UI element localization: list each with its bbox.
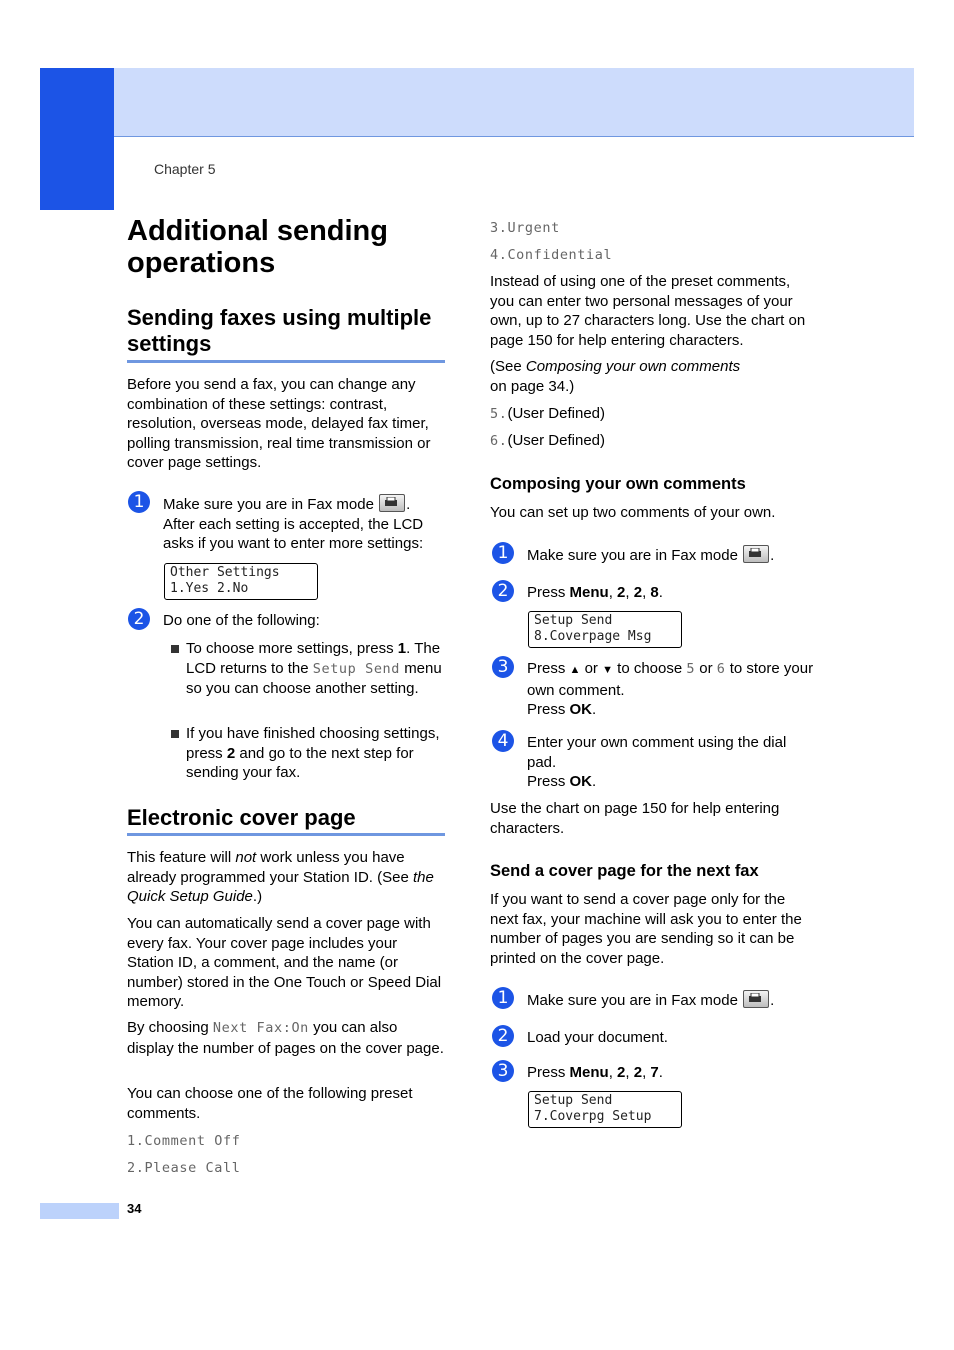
page-number: 34 (127, 1201, 142, 1216)
preset-option: 6.(User Defined) (490, 432, 605, 449)
step-number: 2 (492, 1025, 514, 1047)
bullet-text: To choose more settings, press 1. The LCD returns to the Setup Send menu so you can choose another setting. (186, 640, 442, 697)
paragraph: Use the chart on page 150 for help entering characters. (490, 800, 780, 837)
paragraph: If you want to send a cover page only for the next fax, your machine will ask you to enter the number of pages you are sending so it can be printed on the cover page. (490, 891, 802, 967)
step-text: Press Menu, 2, 2, 8. (527, 584, 663, 601)
paragraph: You can set up two comments of your own. (490, 504, 776, 521)
step-text: Press Menu, 2, 2, 7. (527, 1064, 663, 1081)
header-banner (114, 68, 914, 137)
preset-option: 1.Comment Off (127, 1133, 241, 1149)
step-number: 2 (128, 608, 150, 630)
step-text: Make sure you are in Fax mode . After each setting is accepted, the LCD asks if you want to enter more settings: (163, 496, 424, 552)
step-number: 1 (492, 542, 514, 564)
chapter-tab (40, 68, 114, 210)
step-text: Make sure you are in Fax mode . (527, 547, 775, 564)
section-intro: Before you send a fax, you can change any combination of these settings: contrast, resolution, overseas mode, delayed fax timer, polling transmission, real time transmission or cover page settings. (127, 376, 431, 471)
paragraph: Instead of using one of the preset comments, you can enter two personal messages of your own, up to 27 characters long. Use the chart on page 150 for help entering characters. (490, 273, 806, 349)
bullet-square (171, 730, 179, 738)
subheading-cover-next-fax: Send a cover page for the next fax (490, 862, 759, 880)
step-text: Enter your own comment using the dial pad. Press OK. (527, 734, 787, 790)
step-number: 1 (128, 491, 150, 513)
chapter-label: Chapter 5 (154, 161, 216, 177)
subheading-composing: Composing your own comments (490, 475, 746, 493)
paragraph: You can automatically send a cover page with every fax. Your cover page includes your Station ID, a comment, and the name (or number) stored in the One Touch or Speed Dial memory. (127, 915, 442, 1010)
preset-option: 3.Urgent (490, 220, 560, 236)
step-text: Make sure you are in Fax mode . (527, 992, 775, 1009)
lcd-display: Setup Send 7.Coverpg Setup (528, 1091, 682, 1128)
section-heading-cover-page: Electronic cover page (127, 805, 356, 830)
step-number: 3 (492, 1060, 514, 1082)
preset-option: 2.Please Call (127, 1160, 241, 1176)
step-number: 3 (492, 656, 514, 678)
section-rule (127, 833, 445, 836)
preset-option: 5.(User Defined) (490, 405, 605, 422)
lcd-display: Other Settings 1.Yes 2.No (164, 563, 318, 600)
up-arrow-icon: ▲ (569, 664, 581, 676)
fax-mode-icon (379, 494, 405, 512)
step-number: 1 (492, 987, 514, 1009)
paragraph: This feature will not work unless you have already programmed your Station ID. (See the Quick Setup Guide.) (127, 849, 434, 905)
lcd-display: Setup Send 8.Coverpage Msg (528, 611, 682, 648)
fax-mode-icon (743, 990, 769, 1008)
step-number: 2 (492, 580, 514, 602)
step-number: 4 (492, 730, 514, 752)
footer-bar (40, 1203, 119, 1219)
step-text: Press ▲ or ▼ to choose 5 or 6 to store your own comment. Press OK. (527, 660, 814, 718)
section-rule (127, 360, 445, 363)
paragraph: By choosing Next Fax:On you can also display the number of pages on the cover page. (127, 1019, 444, 1057)
fax-mode-icon (743, 545, 769, 563)
paragraph: (See Composing your own comments on page 34.) (490, 358, 741, 395)
down-arrow-icon: ▼ (602, 664, 613, 676)
paragraph: You can choose one of the following preset comments. (127, 1085, 413, 1122)
page-title: Additional sending operations (127, 215, 388, 279)
section-heading-multiple-settings: Sending faxes using multiple settings (127, 305, 432, 356)
bullet-square (171, 645, 179, 653)
bullet-text: If you have finished choosing settings, press 2 and go to the next step for sending your fax. (186, 725, 440, 781)
step-text: Load your document. (527, 1029, 668, 1046)
preset-option: 4.Confidential (490, 247, 613, 263)
step-text: Do one of the following: (163, 612, 320, 629)
